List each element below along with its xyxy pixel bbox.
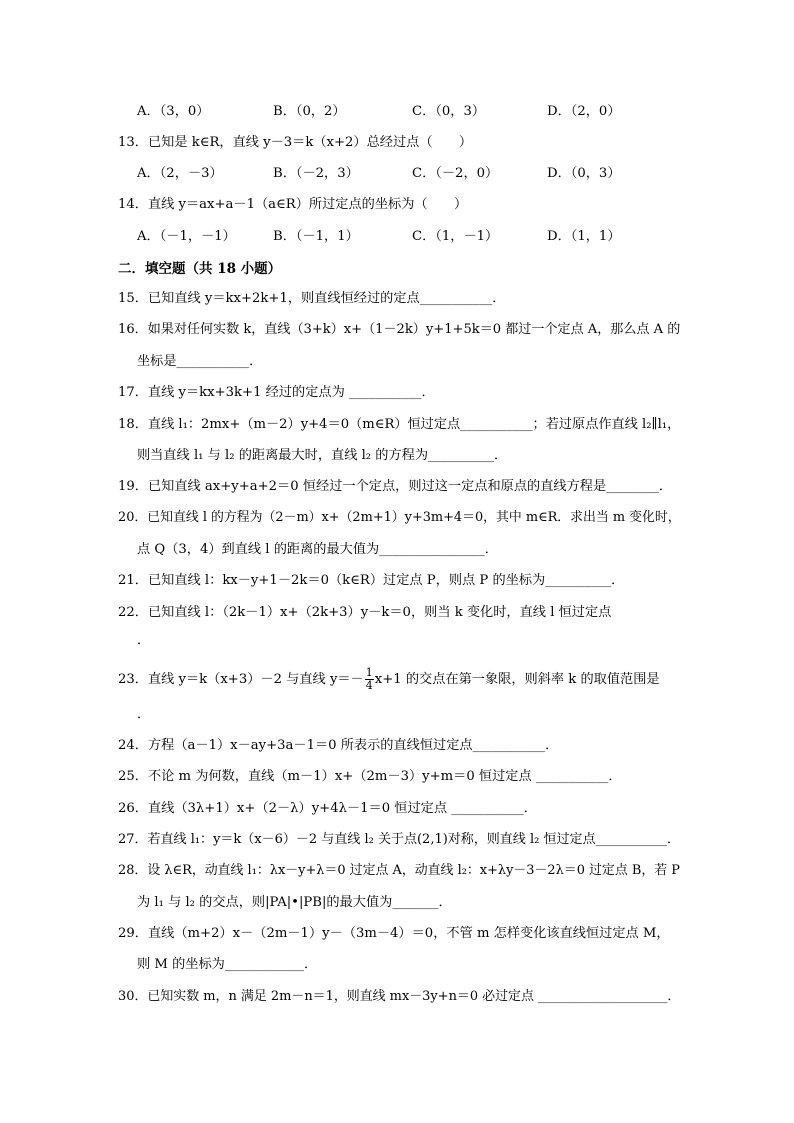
q12-option-a: A．（3，0） [137, 104, 210, 119]
q22-line2: ． [137, 633, 151, 648]
q20-line1: 20．已知直线 l 的方程为（2－m）x+（2m+1）y+3m+4＝0，其中 m∈R．求出当 m 变化时， [118, 510, 681, 525]
q16-line2: 坐标是___________． [137, 354, 263, 369]
q14-option-a: A．（－1，－1） [137, 229, 236, 244]
q18-line2: 则当直线 l₁ 与 l₂ 的距离最大时，直线 l₂ 的方程为__________． [137, 448, 508, 463]
q12-option-b: B．（0，2） [273, 104, 346, 119]
q22-line1: 22．已知直线 l：（2k－1）x+（2k+3）y－k＝0，则当 k 变化时，直线 l 恒过定点 [118, 605, 612, 620]
section-title: 二．填空题（共 18 小题） [118, 261, 282, 277]
q19: 19．已知直线 ax+y+a+2＝0 恒经过一个定点，则过这一定点和原点的直线方程是________． [118, 479, 673, 494]
q23-line1 [118, 667, 660, 692]
q23-fraction [365, 667, 374, 692]
q13-option-d: D．（0，3） [547, 166, 621, 181]
q18-line1: 18．直线 l₁：2mx+（m－2）y+4＝0（m∈R）恒过定点___________；若过原点作直线 l₂∥l₁， [118, 417, 681, 432]
q25: 25．不论 m 为何数，直线（m－1）x+（2m－3）y+m＝0 恒过定点 ___________． [118, 769, 622, 784]
q21: 21．已知直线 l：kx－y+1－2k＝0（k∈R）过定点 P，则点 P 的坐标为__________． [118, 573, 625, 588]
q29-line2: 则 M 的坐标为____________． [137, 957, 318, 972]
q20-line2: 点 Q（3，4）到直线 l 的距离的最大值为________________． [137, 542, 498, 557]
q29-line1: 29．直线（m+2）x－（2m－1）y－（3m－4）＝0，不管 m 怎样变化该直线恒过定点 M， [118, 926, 670, 941]
q23-fraction-numerator: 1 [365, 666, 373, 679]
q14-option-c: C．（1，－1） [412, 229, 499, 244]
q13-option-a: A．（2，－3） [137, 166, 223, 181]
q14-option-d: D．（1，1） [547, 229, 621, 244]
q27: 27．若直线 l₁：y＝k（x－6）－2 与直线 l₂ 关于点(2,1)对称，则直线 l₂ 恒过定点___________． [118, 832, 680, 847]
q13-option-c: C．（－2，0） [412, 166, 499, 181]
q28-line2: 为 l₁ 与 l₂ 的交点，则|PA|•|PB|的最大值为_______． [137, 895, 452, 910]
q28-line1: 28．设 λ∈R，动直线 l₁：λx－y+λ＝0 过定点 A，动直线 l₂：x+λy－3－2λ＝0 过定点 B，若 P [118, 863, 680, 878]
q12-option-c: C．（0，3） [412, 104, 486, 119]
q12-option-d: D．（2，0） [547, 104, 621, 119]
q26: 26．直线（3λ+1）x+（2－λ）y+4λ－1＝0 恒过定点 ___________． [118, 801, 537, 816]
q14-option-b: B．（－1，1） [273, 229, 359, 244]
q16-line1: 16．如果对任何实数 k，直线（3+k）x+（1－2k）y+1+5k＝0 都过一个定点 A，那么点 A 的 [118, 322, 681, 337]
q23-text-part1: 23．直线 y＝k（x+3）－2 与直线 y＝－ [118, 672, 364, 687]
q17: 17．直线 y＝kx+3k+1 经过的定点为 ___________． [118, 385, 435, 400]
q13-stem: 13．已知是 k∈R，直线 y－3＝k（x+2）总经过点（ ） [118, 135, 473, 150]
q23-text-part2: x+1 的交点在第一象限，则斜率 k 的取值范围是 [374, 672, 660, 687]
q15: 15．已知直线 y＝kx+2k+1，则直线恒经过的定点___________． [118, 291, 506, 306]
q23-fraction-denominator: 4 [365, 679, 373, 692]
q23-line2: ． [137, 707, 151, 722]
q14-stem: 14．直线 y＝ax+a－1（a∈R）所过定点的坐标为（ ） [118, 197, 468, 212]
q13-option-b: B．（－2，3） [273, 166, 359, 181]
q24: 24．方程（a－1）x－ay+3a－1＝0 所表示的直线恒过定点___________． [118, 738, 559, 753]
q30: 30．已知实数 m，n 满足 2m－n＝1，则直线 mx－3y+n＝0 必过定点 ____________________． [118, 989, 681, 1004]
